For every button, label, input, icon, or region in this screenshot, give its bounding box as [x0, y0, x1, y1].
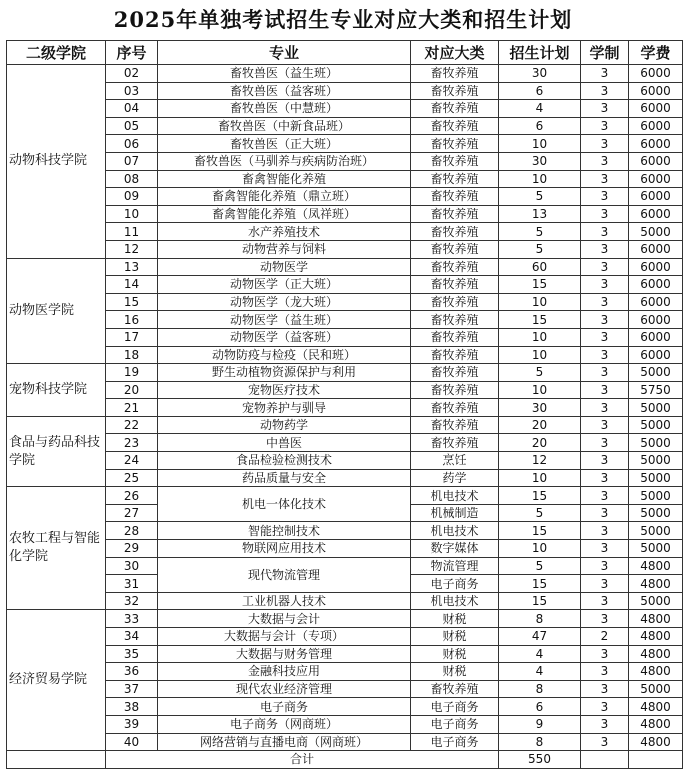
major-cell: 动物医学（正大班） [158, 276, 411, 294]
fee-cell: 6000 [629, 188, 683, 206]
major-cell: 电子商务（网商班） [158, 715, 411, 733]
plan-cell: 8 [499, 610, 581, 628]
plan-cell: 10 [499, 540, 581, 558]
category-cell: 电子商务 [411, 698, 499, 716]
table-row [7, 698, 683, 716]
major-cell: 智能控制技术 [158, 522, 411, 540]
major-cell: 动物营养与饲料 [158, 240, 411, 258]
number-cell: 21 [106, 399, 158, 417]
plan-cell: 30 [499, 152, 581, 170]
fee-cell: 5000 [629, 540, 683, 558]
number-cell: 23 [106, 434, 158, 452]
category-cell: 畜牧养殖 [411, 135, 499, 153]
plan-cell: 4 [499, 663, 581, 681]
plan-cell: 60 [499, 258, 581, 276]
major-cell: 宠物养护与驯导 [158, 399, 411, 417]
table-row [7, 82, 683, 100]
plan-cell: 20 [499, 434, 581, 452]
number-cell: 17 [106, 328, 158, 346]
major-cell: 食品检验检测技术 [158, 452, 411, 470]
plan-cell: 10 [499, 381, 581, 399]
fee-cell: 4800 [629, 715, 683, 733]
category-cell: 畜牧养殖 [411, 65, 499, 83]
fee-cell: 5000 [629, 416, 683, 434]
plan-cell: 6 [499, 117, 581, 135]
table-row [7, 399, 683, 417]
number-cell: 28 [106, 522, 158, 540]
years-cell: 3 [581, 328, 629, 346]
fee-cell: 6000 [629, 82, 683, 100]
fee-cell: 6000 [629, 293, 683, 311]
fee-cell: 4800 [629, 575, 683, 593]
fee-cell: 4800 [629, 733, 683, 751]
number-cell: 02 [106, 65, 158, 83]
category-cell: 财税 [411, 663, 499, 681]
table-row [7, 100, 683, 118]
major-cell: 水产养殖技术 [158, 223, 411, 241]
total-blank [581, 751, 629, 769]
fee-cell: 5000 [629, 592, 683, 610]
years-cell: 3 [581, 452, 629, 470]
major-cell: 电子商务 [158, 698, 411, 716]
table-row [7, 293, 683, 311]
years-cell: 3 [581, 311, 629, 329]
category-cell: 电子商务 [411, 575, 499, 593]
years-cell: 3 [581, 364, 629, 382]
fee-cell: 5000 [629, 223, 683, 241]
category-cell: 药学 [411, 469, 499, 487]
major-cell: 畜禽智能化养殖 [158, 170, 411, 188]
number-cell: 36 [106, 663, 158, 681]
years-cell: 3 [581, 522, 629, 540]
category-cell: 畜牧养殖 [411, 381, 499, 399]
major-cell: 畜牧兽医（中慧班） [158, 100, 411, 118]
fee-cell: 5750 [629, 381, 683, 399]
years-cell: 3 [581, 82, 629, 100]
header-college: 二级学院 [7, 41, 106, 65]
plan-cell: 8 [499, 733, 581, 751]
table-row [7, 452, 683, 470]
category-cell: 畜牧养殖 [411, 328, 499, 346]
plan-cell: 15 [499, 592, 581, 610]
category-cell: 财税 [411, 628, 499, 646]
table-row [7, 205, 683, 223]
years-cell: 3 [581, 135, 629, 153]
table-row [7, 680, 683, 698]
category-cell: 畜牧养殖 [411, 434, 499, 452]
major-cell: 大数据与会计 [158, 610, 411, 628]
table-row [7, 487, 683, 505]
years-cell: 3 [581, 346, 629, 364]
category-cell: 畜牧养殖 [411, 364, 499, 382]
category-cell: 畜牧养殖 [411, 346, 499, 364]
table-row [7, 381, 683, 399]
fee-cell: 6000 [629, 152, 683, 170]
years-cell: 3 [581, 293, 629, 311]
number-cell: 09 [106, 188, 158, 206]
table-row [7, 135, 683, 153]
fee-cell: 5000 [629, 680, 683, 698]
fee-cell: 6000 [629, 135, 683, 153]
page-title: 2025年单独考试招生专业对应大类和招生计划 [113, 7, 573, 32]
table-row [7, 610, 683, 628]
major-cell: 宠物医疗技术 [158, 381, 411, 399]
plan-cell: 8 [499, 680, 581, 698]
major-cell: 畜牧兽医（益生班） [158, 65, 411, 83]
number-cell: 22 [106, 416, 158, 434]
years-cell: 3 [581, 715, 629, 733]
major-cell: 金融科技应用 [158, 663, 411, 681]
fee-cell: 5000 [629, 469, 683, 487]
years-cell: 3 [581, 381, 629, 399]
plan-cell: 10 [499, 170, 581, 188]
major-cell: 畜牧兽医（正大班） [158, 135, 411, 153]
fee-cell: 4800 [629, 610, 683, 628]
fee-cell: 5000 [629, 399, 683, 417]
total-plan: 550 [499, 751, 581, 769]
fee-cell: 4800 [629, 663, 683, 681]
table-row [7, 434, 683, 452]
fee-cell: 5000 [629, 487, 683, 505]
fee-cell: 5000 [629, 364, 683, 382]
years-cell: 3 [581, 416, 629, 434]
plan-cell: 15 [499, 487, 581, 505]
plan-cell: 15 [499, 276, 581, 294]
number-cell: 07 [106, 152, 158, 170]
years-cell: 3 [581, 575, 629, 593]
number-cell: 19 [106, 364, 158, 382]
table-row [7, 276, 683, 294]
number-cell: 15 [106, 293, 158, 311]
table-row [7, 592, 683, 610]
number-cell: 08 [106, 170, 158, 188]
total-label: 合计 [106, 751, 499, 769]
category-cell: 畜牧养殖 [411, 680, 499, 698]
fee-cell: 6000 [629, 205, 683, 223]
number-cell: 35 [106, 645, 158, 663]
number-cell: 27 [106, 504, 158, 522]
fee-cell: 6000 [629, 258, 683, 276]
header-major: 专业 [158, 41, 411, 65]
major-cell: 现代物流管理 [158, 557, 411, 592]
plan-cell: 6 [499, 698, 581, 716]
years-cell: 3 [581, 680, 629, 698]
plan-cell: 4 [499, 100, 581, 118]
table-header-row [7, 41, 683, 65]
plan-cell: 5 [499, 557, 581, 575]
fee-cell: 6000 [629, 65, 683, 83]
category-cell: 畜牧养殖 [411, 205, 499, 223]
plan-cell: 15 [499, 311, 581, 329]
header-fee: 学费 [629, 41, 683, 65]
years-cell: 3 [581, 540, 629, 558]
number-cell: 16 [106, 311, 158, 329]
table-row [7, 522, 683, 540]
college-cell: 宠物科技学院 [7, 364, 106, 417]
years-cell: 3 [581, 592, 629, 610]
plan-cell: 13 [499, 205, 581, 223]
table-row [7, 311, 683, 329]
years-cell: 3 [581, 170, 629, 188]
plan-cell: 20 [499, 416, 581, 434]
fee-cell: 6000 [629, 346, 683, 364]
plan-cell: 10 [499, 469, 581, 487]
table-row [7, 557, 683, 575]
number-cell: 37 [106, 680, 158, 698]
table-row [7, 364, 683, 382]
major-cell: 动物防疫与检疫（民和班） [158, 346, 411, 364]
fee-cell: 6000 [629, 328, 683, 346]
category-cell: 畜牧养殖 [411, 311, 499, 329]
years-cell: 3 [581, 100, 629, 118]
category-cell: 电子商务 [411, 733, 499, 751]
category-cell: 畜牧养殖 [411, 117, 499, 135]
fee-cell: 5000 [629, 504, 683, 522]
number-cell: 30 [106, 557, 158, 575]
major-cell: 大数据与财务管理 [158, 645, 411, 663]
years-cell: 3 [581, 258, 629, 276]
major-cell: 动物医学 [158, 258, 411, 276]
table-row [7, 733, 683, 751]
fee-cell: 6000 [629, 311, 683, 329]
category-cell: 烹饪 [411, 452, 499, 470]
header-plan: 招生计划 [499, 41, 581, 65]
table-row [7, 117, 683, 135]
category-cell: 财税 [411, 610, 499, 628]
table-row [7, 416, 683, 434]
table-row [7, 240, 683, 258]
plan-cell: 10 [499, 328, 581, 346]
college-cell: 农牧工程与智能化学院 [7, 487, 106, 610]
number-cell: 05 [106, 117, 158, 135]
number-cell: 39 [106, 715, 158, 733]
major-cell: 现代农业经济管理 [158, 680, 411, 698]
plan-cell: 15 [499, 575, 581, 593]
category-cell: 机电技术 [411, 487, 499, 505]
category-cell: 畜牧养殖 [411, 152, 499, 170]
years-cell: 3 [581, 645, 629, 663]
years-cell: 3 [581, 117, 629, 135]
category-cell: 畜牧养殖 [411, 223, 499, 241]
category-cell: 畜牧养殖 [411, 258, 499, 276]
years-cell: 3 [581, 487, 629, 505]
number-cell: 12 [106, 240, 158, 258]
category-cell: 电子商务 [411, 715, 499, 733]
header-category: 对应大类 [411, 41, 499, 65]
plan-cell: 10 [499, 135, 581, 153]
fee-cell: 6000 [629, 170, 683, 188]
years-cell: 3 [581, 610, 629, 628]
number-cell: 32 [106, 592, 158, 610]
number-cell: 20 [106, 381, 158, 399]
total-blank [7, 751, 106, 769]
plan-cell: 9 [499, 715, 581, 733]
fee-cell: 6000 [629, 240, 683, 258]
number-cell: 06 [106, 135, 158, 153]
table-row [7, 346, 683, 364]
major-cell: 动物医学（龙大班） [158, 293, 411, 311]
table-row [7, 65, 683, 83]
fee-cell: 6000 [629, 276, 683, 294]
table-row [7, 223, 683, 241]
years-cell: 3 [581, 205, 629, 223]
plan-cell: 5 [499, 223, 581, 241]
major-cell: 畜牧兽医（中新食品班） [158, 117, 411, 135]
college-cell: 食品与药品科技学院 [7, 416, 106, 486]
number-cell: 03 [106, 82, 158, 100]
fee-cell: 4800 [629, 557, 683, 575]
major-cell: 动物医学（益客班） [158, 328, 411, 346]
number-cell: 18 [106, 346, 158, 364]
major-cell: 网络营销与直播电商（网商班） [158, 733, 411, 751]
years-cell: 3 [581, 469, 629, 487]
fee-cell: 6000 [629, 117, 683, 135]
number-cell: 38 [106, 698, 158, 716]
plan-cell: 5 [499, 364, 581, 382]
number-cell: 26 [106, 487, 158, 505]
category-cell: 机电技术 [411, 592, 499, 610]
fee-cell: 4800 [629, 628, 683, 646]
fee-cell: 5000 [629, 522, 683, 540]
category-cell: 机电技术 [411, 522, 499, 540]
number-cell: 31 [106, 575, 158, 593]
years-cell: 3 [581, 733, 629, 751]
fee-cell: 5000 [629, 434, 683, 452]
category-cell: 畜牧养殖 [411, 240, 499, 258]
major-cell: 畜禽智能化养殖（凤祥班） [158, 205, 411, 223]
fee-cell: 6000 [629, 100, 683, 118]
total-blank [629, 751, 683, 769]
major-cell: 动物药学 [158, 416, 411, 434]
major-cell: 畜牧兽医（益客班） [158, 82, 411, 100]
total-row [7, 751, 683, 769]
number-cell: 04 [106, 100, 158, 118]
table-row [7, 170, 683, 188]
table-row [7, 258, 683, 276]
category-cell: 数字媒体 [411, 540, 499, 558]
major-cell: 工业机器人技术 [158, 592, 411, 610]
table-row [7, 540, 683, 558]
major-cell: 药品质量与安全 [158, 469, 411, 487]
years-cell: 3 [581, 65, 629, 83]
plan-cell: 10 [499, 293, 581, 311]
major-cell: 大数据与会计（专项） [158, 628, 411, 646]
plan-cell: 30 [499, 65, 581, 83]
college-cell: 动物科技学院 [7, 65, 106, 259]
college-cell: 动物医学院 [7, 258, 106, 364]
fee-cell: 4800 [629, 698, 683, 716]
table-row [7, 152, 683, 170]
years-cell: 3 [581, 276, 629, 294]
plan-cell: 10 [499, 346, 581, 364]
category-cell: 畜牧养殖 [411, 416, 499, 434]
years-cell: 3 [581, 504, 629, 522]
table-row [7, 188, 683, 206]
category-cell: 畜牧养殖 [411, 82, 499, 100]
category-cell: 畜牧养殖 [411, 188, 499, 206]
plan-cell: 5 [499, 504, 581, 522]
fee-cell: 5000 [629, 452, 683, 470]
number-cell: 14 [106, 276, 158, 294]
major-cell: 动物医学（益生班） [158, 311, 411, 329]
college-cell: 经济贸易学院 [7, 610, 106, 751]
category-cell: 畜牧养殖 [411, 170, 499, 188]
plan-cell: 4 [499, 645, 581, 663]
number-cell: 11 [106, 223, 158, 241]
major-cell: 机电一体化技术 [158, 487, 411, 522]
years-cell: 3 [581, 663, 629, 681]
category-cell: 机械制造 [411, 504, 499, 522]
table-row [7, 715, 683, 733]
plan-cell: 47 [499, 628, 581, 646]
years-cell: 3 [581, 240, 629, 258]
years-cell: 3 [581, 434, 629, 452]
plan-cell: 15 [499, 522, 581, 540]
category-cell: 畜牧养殖 [411, 276, 499, 294]
category-cell: 畜牧养殖 [411, 399, 499, 417]
major-cell: 物联网应用技术 [158, 540, 411, 558]
years-cell: 3 [581, 698, 629, 716]
table-row [7, 328, 683, 346]
plan-cell: 5 [499, 240, 581, 258]
years-cell: 3 [581, 223, 629, 241]
major-cell: 野生动植物资源保护与利用 [158, 364, 411, 382]
plan-cell: 30 [499, 399, 581, 417]
plan-cell: 6 [499, 82, 581, 100]
table-body [7, 65, 683, 751]
enrollment-table [6, 40, 683, 769]
years-cell: 3 [581, 188, 629, 206]
category-cell: 畜牧养殖 [411, 100, 499, 118]
major-cell: 中兽医 [158, 434, 411, 452]
category-cell: 畜牧养殖 [411, 293, 499, 311]
table-row [7, 469, 683, 487]
number-cell: 40 [106, 733, 158, 751]
major-cell: 畜牧兽医（马驯养与疾病防治班） [158, 152, 411, 170]
number-cell: 10 [106, 205, 158, 223]
years-cell: 3 [581, 152, 629, 170]
header-number: 序号 [106, 41, 158, 65]
number-cell: 33 [106, 610, 158, 628]
table-row [7, 628, 683, 646]
table-row [7, 645, 683, 663]
major-cell: 畜禽智能化养殖（鼎立班） [158, 188, 411, 206]
number-cell: 24 [106, 452, 158, 470]
number-cell: 29 [106, 540, 158, 558]
years-cell: 3 [581, 557, 629, 575]
years-cell: 3 [581, 399, 629, 417]
fee-cell: 4800 [629, 645, 683, 663]
number-cell: 34 [106, 628, 158, 646]
category-cell: 财税 [411, 645, 499, 663]
table-row [7, 663, 683, 681]
category-cell: 物流管理 [411, 557, 499, 575]
number-cell: 25 [106, 469, 158, 487]
plan-cell: 5 [499, 188, 581, 206]
plan-cell: 12 [499, 452, 581, 470]
years-cell: 2 [581, 628, 629, 646]
header-years: 学制 [581, 41, 629, 65]
number-cell: 13 [106, 258, 158, 276]
